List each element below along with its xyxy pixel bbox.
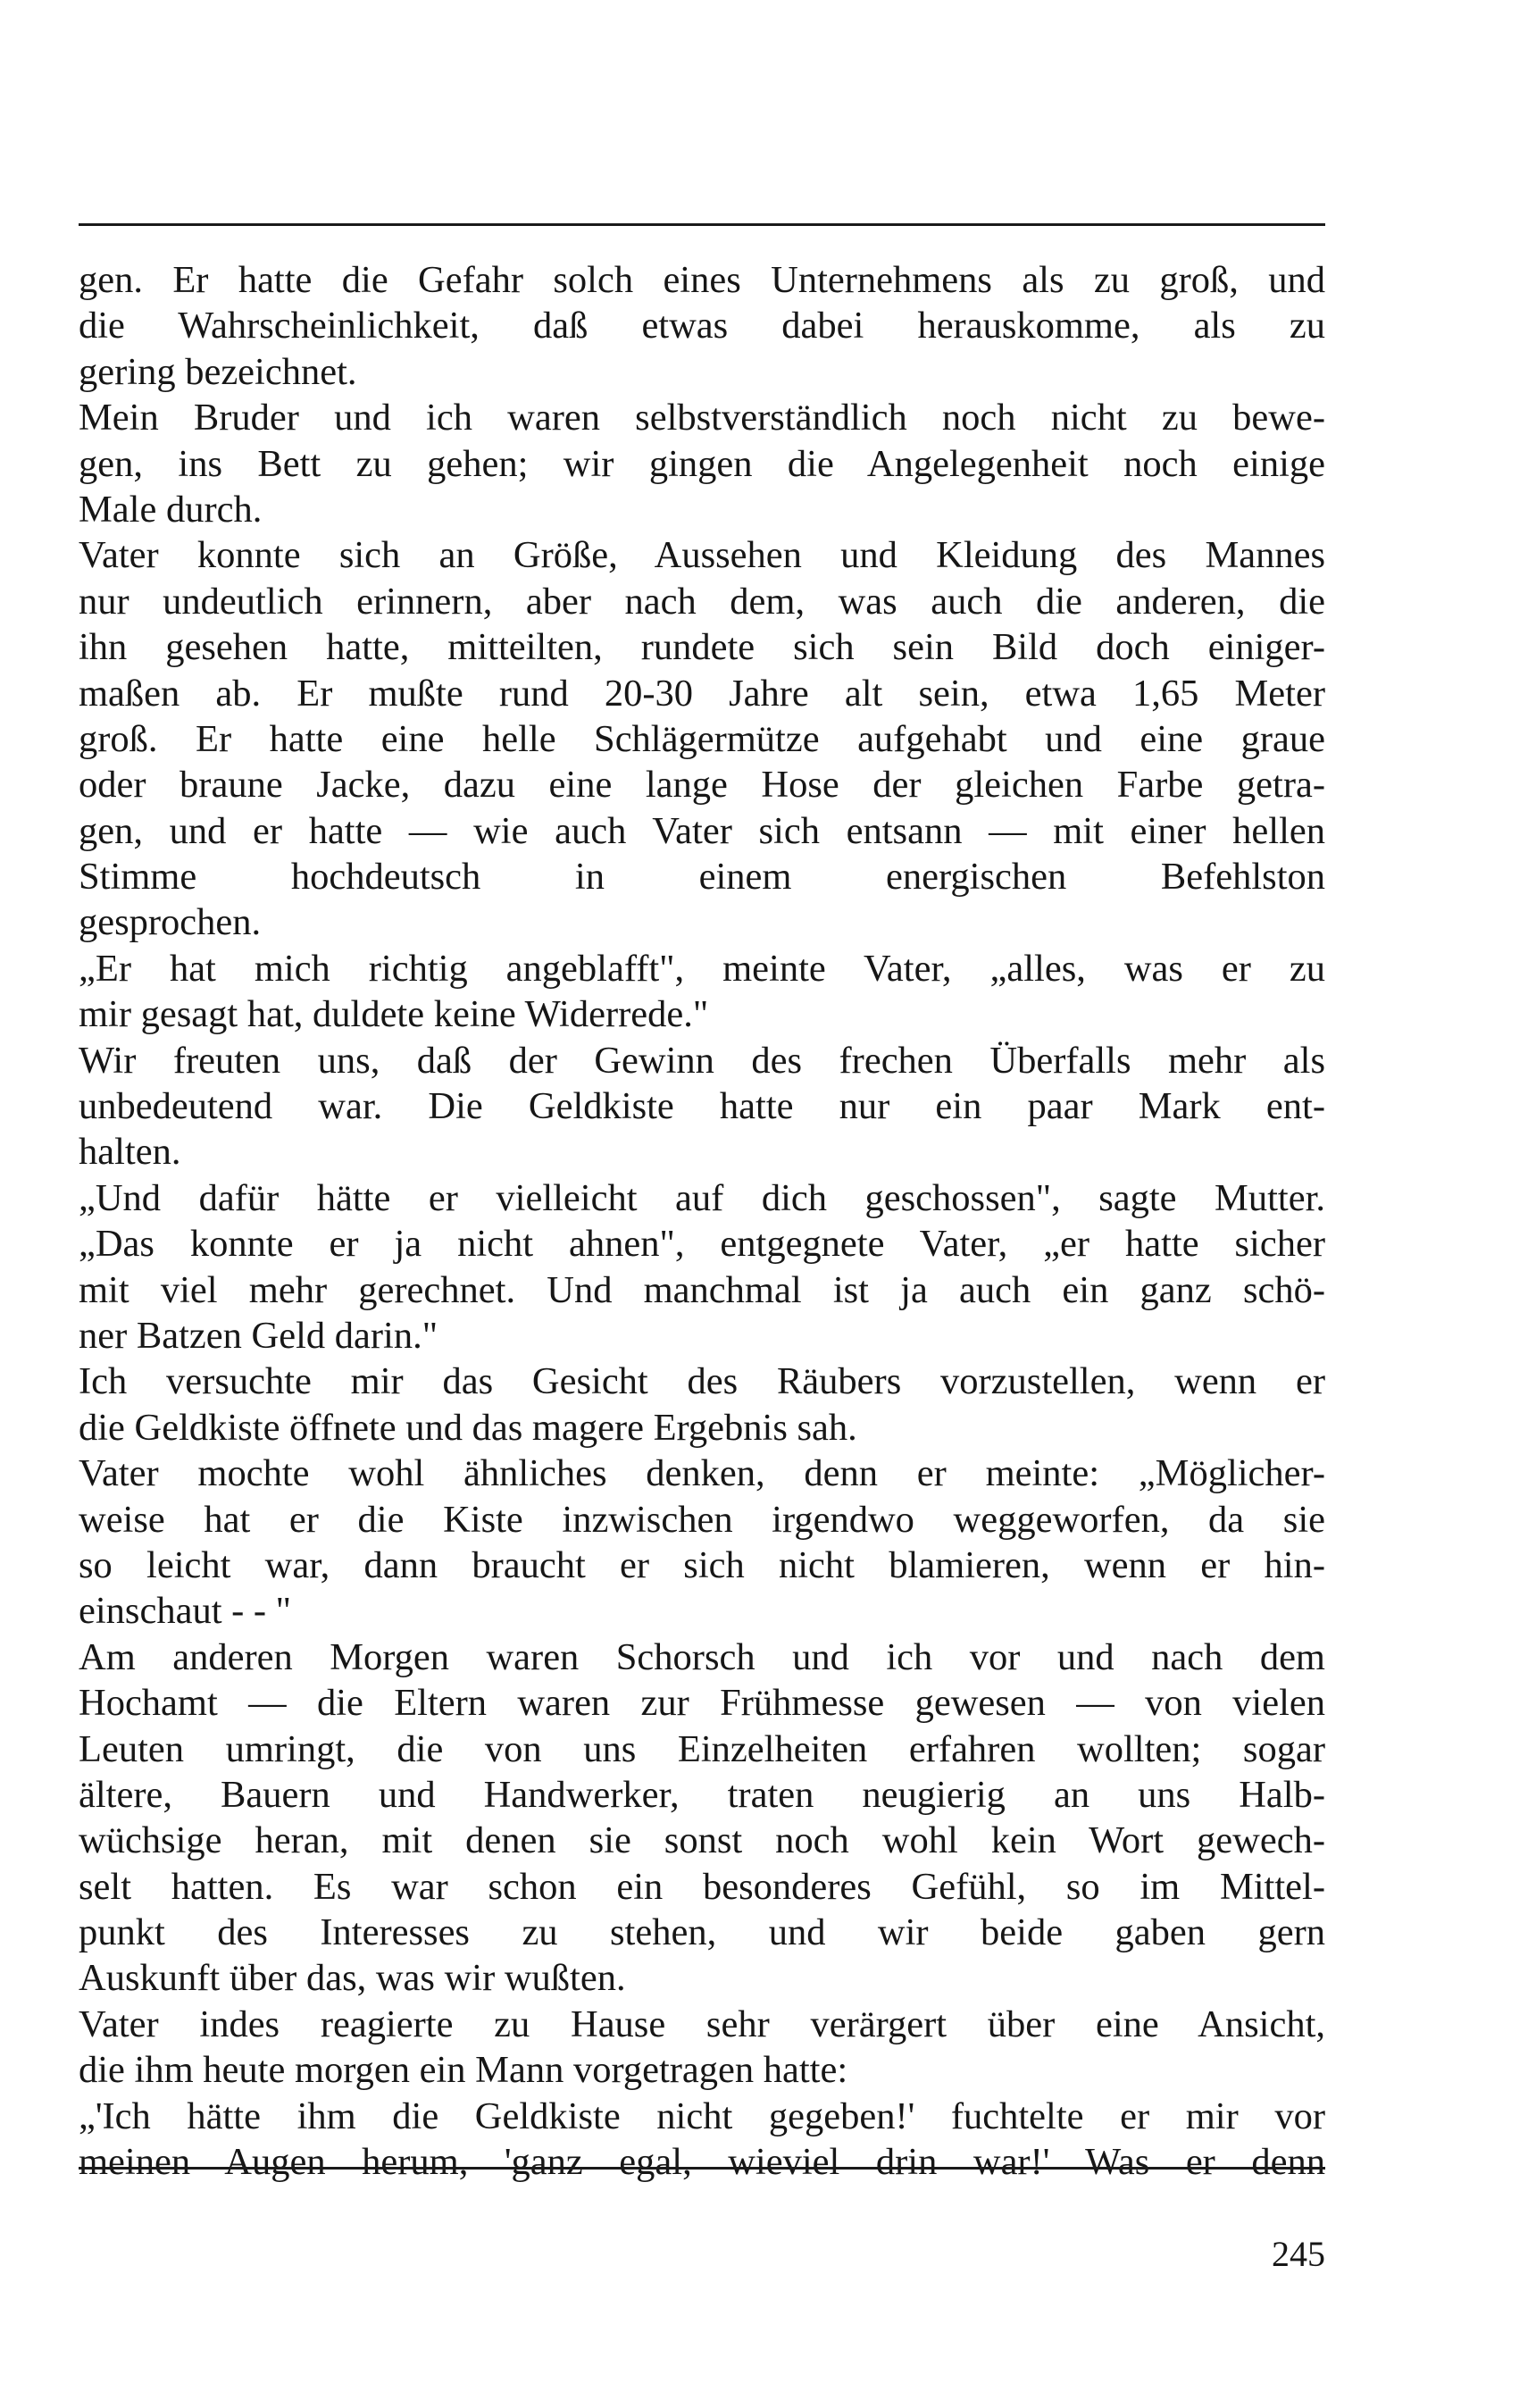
text-line: Vater konnte sich an Größe, Aussehen und Kleidung des Mannes [79,534,1325,577]
text-line: unbedeutend war. Die Geldkiste hatte nur ein paar Mark ent- [79,1085,1325,1128]
text-line: wüchsige heran, mit denen sie sonst noch wohl kein Wort gewech- [79,1819,1325,1862]
text-line: mir gesagt hat, duldete keine Widerrede." [79,993,709,1036]
text-line: Vater indes reagierte zu Hause sehr verärgert über eine Ansicht, [79,2002,1325,2045]
text-line: weise hat er die Kiste inzwischen irgendwo weggeworfen, da sie [79,1498,1325,1541]
text-line: ner Batzen Geld darin." [79,1314,438,1357]
body-text [79,257,1325,2185]
text-line: „Das konnte er ja nicht ahnen", entgegnete Vater, „er hatte sicher [79,1223,1325,1266]
text-line: die ihm heute morgen ein Mann vorgetragen hatte: [79,2049,848,2092]
bottom-rule [79,2167,1325,2170]
text-line: meinen Augen herum, 'ganz egal, wieviel drin war!' Was er denn [79,2141,1325,2184]
top-rule [79,223,1325,226]
text-line: „'Ich hätte ihm die Geldkiste nicht gegeben!' fuchtelte er mir vor [79,2094,1325,2137]
text-line: gen. Er hatte die Gefahr solch eines Unternehmens als zu groß, und [79,259,1325,301]
text-line: maßen ab. Er mußte rund 20-30 Jahre alt sein, etwa 1,65 Meter [79,672,1325,715]
text-line: „Er hat mich richtig angeblafft", meinte Vater, „alles, was er zu [79,947,1325,990]
text-line: die Geldkiste öffnete und das magere Ergebnis sah. [79,1406,857,1449]
text-line: Auskunft über das, was wir wußten. [79,1957,626,2000]
text-line: Mein Bruder und ich waren selbstverständlich noch nicht zu bewe- [79,397,1325,439]
text-line: Hochamt — die Eltern waren zur Frühmesse gewesen — von vielen [79,1682,1325,1725]
text-line: einschaut - - " [79,1590,292,1633]
text-line: groß. Er hatte eine helle Schlägermütze aufgehabt und eine graue [79,717,1325,760]
text-line: so leicht war, dann braucht er sich nicht blamieren, wenn er hin- [79,1543,1325,1586]
text-line: selt hatten. Es war schon ein besonderes Gefühl, so im Mittel- [79,1865,1325,1908]
text-line: Leuten umringt, die von uns Einzelheiten erfahren wollten; sogar [79,1727,1325,1770]
text-line: punkt des Interesses zu stehen, und wir beide gaben gern [79,1911,1325,1954]
text-line: gesprochen. [79,901,262,944]
text-line: ihn gesehen hatte, mitteilten, rundete sich sein Bild doch einiger- [79,626,1325,669]
text-line: halten. [79,1131,181,1174]
text-line: Vater mochte wohl ähnliches denken, denn er meinte: „Möglicher- [79,1452,1325,1495]
page-number: 245 [1272,2234,1325,2274]
text-line: Male durch. [79,488,263,531]
text-line: Wir freuten uns, daß der Gewinn des frechen Überfalls mehr als [79,1039,1325,1082]
text-line: Ich versuchte mir das Gesicht des Räubers vorzustellen, wenn er [79,1360,1325,1403]
text-line: die Wahrscheinlichkeit, daß etwas dabei herauskomme, als zu [79,305,1325,347]
text-line: Stimme hochdeutsch in einem energischen Befehlston [79,856,1325,899]
text-line: nur undeutlich erinnern, aber nach dem, was auch die anderen, die [79,580,1325,623]
text-line: gering bezeichnet. [79,350,357,393]
text-line: ältere, Bauern und Handwerker, traten neugierig an uns Halb- [79,1773,1325,1816]
text-line: „Und dafür hätte er vielleicht auf dich geschossen", sagte Mutter. [79,1176,1325,1219]
text-line: Am anderen Morgen waren Schorsch und ich vor und nach dem [79,1635,1325,1678]
text-line: gen, und er hatte — wie auch Vater sich entsann — mit einer hellen [79,809,1325,852]
text-line: gen, ins Bett zu gehen; wir gingen die Angelegenheit noch einige [79,442,1325,485]
text-line: mit viel mehr gerechnet. Und manchmal ist ja auch ein ganz schö- [79,1268,1325,1311]
text-line: oder braune Jacke, dazu eine lange Hose der gleichen Farbe getra- [79,764,1325,807]
